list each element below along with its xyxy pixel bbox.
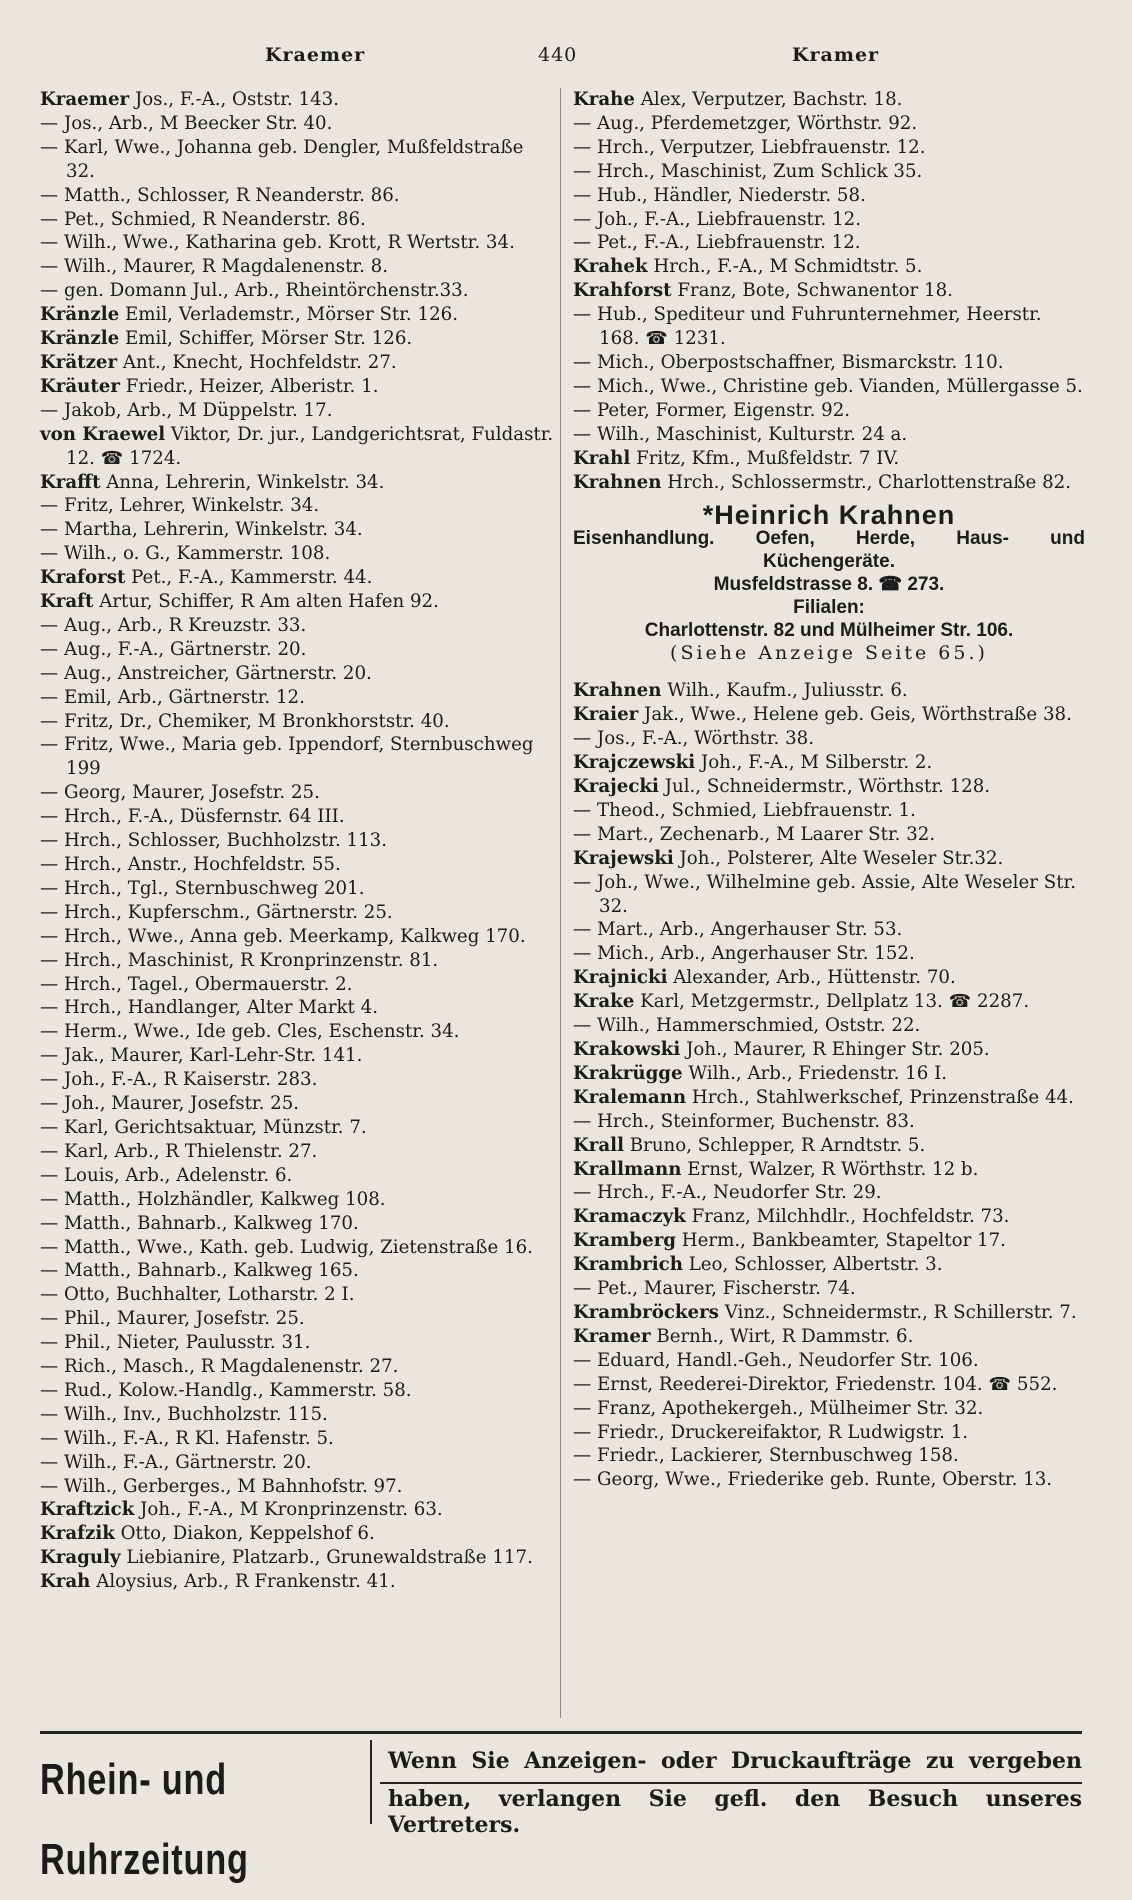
directory-entry [40, 996, 555, 1020]
entry-details: — Wilh., F.-A., Gärtnerstr. 20. [40, 1451, 312, 1473]
directory-entry [573, 1181, 1085, 1205]
directory-entry [573, 1158, 1085, 1182]
directory-entry [573, 1110, 1085, 1134]
directory-entry [573, 823, 1085, 847]
directory-entry [40, 1355, 555, 1379]
entry-surname: Kraguly [40, 1547, 121, 1569]
directory-entry [573, 160, 1085, 184]
directory-entry [40, 1522, 555, 1546]
entry-details: — Friedr., Druckereifaktor, R Ludwigstr. 1. [573, 1421, 969, 1443]
entry-details: — Louis, Arb., Adelenstr. 6. [40, 1164, 293, 1186]
entry-surname: Kraftzick [40, 1499, 135, 1521]
entry-surname: Kraemer [40, 89, 130, 110]
entry-details: — Hrch., Wwe., Anna geb. Meerkamp, Kalkweg 170. [40, 925, 526, 947]
entry-surname: Krätzer [40, 351, 118, 373]
directory-entry [40, 566, 555, 590]
directory-entry [573, 351, 1085, 375]
header-left-keyword: Kraemer [265, 44, 366, 66]
entry-details: Otto, Diakon, Keppelshof 6. [114, 1523, 375, 1545]
directory-entry [40, 1092, 555, 1116]
directory-entry [40, 829, 555, 853]
directory-entry [573, 966, 1085, 990]
entry-surname: Krajewski [573, 847, 674, 869]
directory-entry [573, 399, 1085, 423]
entry-surname: Krahnen [573, 471, 662, 493]
directory-entry [573, 1421, 1085, 1445]
entry-details: — Mich., Wwe., Christine geb. Vianden, Müllergasse 5. [573, 375, 1083, 397]
directory-entry [40, 614, 555, 638]
directory-entry [573, 1277, 1085, 1301]
advert-line: Küchengeräte. [763, 551, 895, 573]
directory-entry [573, 1397, 1085, 1421]
entry-details: — Hrch., Maschinist, R Kronprinzenstr. 81. [40, 949, 439, 971]
entry-details: — Hrch., Handlanger, Alter Markt 4. [40, 997, 378, 1019]
entry-surname: Krambröckers [573, 1301, 719, 1323]
entry-details: Joh., F.-A., M Silberstr. 2. [695, 752, 933, 774]
entry-details: — Peter, Former, Eigenstr. 92. [573, 399, 851, 421]
directory-entry [573, 942, 1085, 966]
directory-entry [573, 1444, 1085, 1468]
directory-entry [573, 1468, 1085, 1492]
directory-entry [40, 877, 555, 901]
directory-entry [40, 1307, 555, 1331]
footer-text-line: haben, verlangen Sie gefl. den Besuch unseres Vertreters. [388, 1786, 1082, 1838]
directory-entry [40, 1116, 555, 1140]
directory-entry [40, 423, 555, 471]
directory-entry [573, 1086, 1085, 1110]
directory-entry [40, 375, 555, 399]
directory-entry [573, 1349, 1085, 1373]
entry-details: Franz, Milchhdlr., Hochfeldstr. 73. [685, 1206, 1010, 1228]
directory-entry [40, 1068, 555, 1092]
entry-details: — Wilh., F.-A., R Kl. Hafenstr. 5. [40, 1427, 334, 1449]
entry-details: — Hrch., Tagel., Obermauerstr. 2. [40, 973, 353, 995]
entry-details: — Wilh., o. G., Kammerstr. 108. [40, 543, 331, 565]
directory-entry [573, 775, 1085, 799]
directory-entry [40, 1475, 555, 1499]
entry-details: — Hrch., Maschinist, Zum Schlick 35. [573, 160, 923, 182]
entry-details: Joh., Maurer, R Ehinger Str. 205. [680, 1039, 990, 1060]
entry-details: — Hrch., Kupferschm., Gärtnerstr. 25. [40, 901, 393, 923]
entry-details: Emil, Schiffer, Mörser Str. 126. [119, 328, 413, 350]
entry-details: — Ernst, Reederei-Direktor, Friedenstr. 104. ☎ 552. [573, 1373, 1058, 1395]
entry-details: — Hrch., F.-A., Neudorfer Str. 29. [573, 1182, 882, 1204]
entry-details: — Eduard, Handl.-Geh., Neudorfer Str. 106. [573, 1349, 979, 1371]
entry-details: Hrch., Stahlwerkschef, Prinzenstraße 44. [686, 1086, 1074, 1108]
entry-surname: Krahek [573, 256, 648, 278]
directory-entry [40, 1379, 555, 1403]
directory-entry [40, 1283, 555, 1307]
directory-entry [40, 925, 555, 949]
entry-details: Bernh., Wirt, R Dammstr. 6. [650, 1325, 914, 1347]
directory-entry [40, 1236, 555, 1260]
entry-surname: Krahforst [573, 280, 672, 302]
entry-surname: Kraier [573, 704, 639, 726]
entry-details: Jos., F.-A., Oststr. 143. [129, 89, 339, 110]
footer-advert [40, 1731, 1082, 1884]
entry-surname: Kralemann [573, 1086, 687, 1108]
footer-divider [370, 1740, 372, 1824]
entry-details: — Joh., Wwe., Wilhelmine geb. Assie, Alte Weseler Str. 32. [573, 871, 1076, 917]
column-divider [560, 88, 561, 1718]
entry-details: — Mart., Arb., Angerhauser Str. 53. [573, 919, 903, 941]
directory-entry [40, 1188, 555, 1212]
directory-entry [40, 1546, 555, 1570]
entry-surname: Kramer [573, 1325, 651, 1347]
entry-surname: Krajczewski [573, 752, 696, 774]
entry-surname: Krah [40, 1571, 91, 1593]
entry-surname: Krambrich [573, 1254, 683, 1276]
directory-entry [40, 1403, 555, 1427]
advert-address: Musfeldstrasse 8. ☎ 273. [713, 574, 945, 596]
directory-entry [40, 805, 555, 829]
entry-details: — Herm., Wwe., Ide geb. Cles, Eschenstr. 34. [40, 1021, 460, 1043]
entry-details: Leo, Schlosser, Albertstr. 3. [682, 1254, 943, 1276]
entry-details: Fritz, Kfm., Mußfeldstr. 7 IV. [630, 447, 900, 469]
directory-entry [40, 184, 555, 208]
entry-details: — Mart., Zechenarb., M Laarer Str. 32. [573, 823, 936, 845]
directory-entry [573, 255, 1085, 279]
entry-details: — Karl, Wwe., Johanna geb. Dengler, Mußfeldstraße 32. [40, 136, 524, 182]
entry-details: Aloysius, Arb., R Frankenstr. 41. [90, 1571, 396, 1593]
directory-entry [573, 88, 1085, 112]
directory-entry [40, 231, 555, 255]
directory-entry [40, 901, 555, 925]
directory-entry [40, 662, 555, 686]
entry-details: Alex, Verputzer, Bachstr. 18. [634, 89, 903, 110]
entry-details: — Pet., Schmied, R Neanderstr. 86. [40, 208, 366, 230]
directory-entry [573, 871, 1085, 919]
entry-details: — Friedr., Lackierer, Sternbuschweg 158. [573, 1445, 959, 1467]
directory-entry [40, 303, 555, 327]
entry-surname: Krajecki [573, 776, 659, 798]
entry-details: — Jakob, Arb., M Düppelstr. 17. [40, 399, 333, 421]
entry-surname: Krahe [573, 89, 635, 110]
entry-details: — Hrch., F.-A., Düsfernstr. 64 III. [40, 806, 345, 828]
entry-details: — Joh., Maurer, Josefstr. 25. [40, 1093, 300, 1115]
directory-entry [40, 327, 555, 351]
directory-entry [40, 208, 555, 232]
entry-details: — Hub., Spediteur und Fuhrunternehmer, Heerstr. 168. ☎ 1231. [573, 304, 1042, 350]
directory-entry [573, 799, 1085, 823]
directory-entry [40, 542, 555, 566]
directory-entry [573, 847, 1085, 871]
entry-details: Anna, Lehrerin, Winkelstr. 34. [100, 471, 385, 493]
footer-text-line: Wenn Sie Anzeigen- oder Druckaufträge zu vergeben [388, 1748, 1082, 1774]
entry-surname: Krall [573, 1134, 624, 1156]
advert-line: Filialen: [793, 597, 865, 619]
entry-details: — Matth., Wwe., Kath. geb. Ludwig, Zietenstraße 16. [40, 1236, 533, 1258]
directory-entry [40, 1212, 555, 1236]
entry-surname: Kraforst [40, 567, 126, 589]
entry-details: — Matth., Schlosser, R Neanderstr. 86. [40, 184, 400, 206]
directory-entry [573, 184, 1085, 208]
entry-details: Ant., Knecht, Hochfeldstr. 27. [117, 351, 397, 373]
right-column-entries-bottom [573, 679, 1085, 1492]
entry-details: — Franz, Apothekergeh., Mülheimer Str. 32. [573, 1397, 984, 1419]
entry-details: — Wilh., Maschinist, Kulturstr. 24 a. [573, 423, 908, 445]
entry-surname: Kränzle [40, 304, 120, 326]
directory-entry [573, 471, 1085, 495]
directory-entry [573, 423, 1085, 447]
entry-details: — Fritz, Wwe., Maria geb. Ippendorf, Sternbuschweg 199 [40, 734, 534, 780]
directory-entry [573, 231, 1085, 255]
entry-details: — Fritz, Dr., Chemiker, M Bronkhorststr. 40. [40, 710, 450, 732]
directory-entry [573, 679, 1085, 703]
entry-details: Jak., Wwe., Helene geb. Geis, Wörthstraße 38. [638, 704, 1072, 726]
entry-details: — Matth., Bahnarb., Kalkweg 170. [40, 1212, 359, 1234]
entry-details: — Pet., F.-A., Liebfrauenstr. 12. [573, 232, 861, 254]
directory-entry [573, 1014, 1085, 1038]
directory-entry [40, 638, 555, 662]
directory-entry [573, 1134, 1085, 1158]
entry-details: — Jos., Arb., M Beecker Str. 40. [40, 112, 333, 134]
entry-details: Karl, Metzgermstr., Dellplatz 13. ☎ 2287. [634, 991, 1030, 1013]
directory-entry [40, 1570, 555, 1594]
entry-surname: von Kraewel [40, 423, 166, 445]
entry-details: — Hrch., Anstr., Hochfeldstr. 55. [40, 854, 341, 875]
directory-entry [40, 710, 555, 734]
entry-details: — Georg, Maurer, Josefstr. 25. [40, 782, 320, 804]
entry-details: Franz, Bote, Schwanentor 18. [671, 280, 953, 302]
entry-details: — Phil., Nieter, Paulusstr. 31. [40, 1332, 311, 1354]
entry-surname: Kränzle [40, 328, 120, 350]
newspaper-logo: Rhein- und Ruhrzeitung [40, 1755, 249, 1884]
entry-details: Herm., Bankbeamter, Stapeltor 17. [676, 1230, 1006, 1252]
right-column [573, 88, 1085, 1492]
entry-details: Bruno, Schlepper, R Arndtstr. 5. [624, 1134, 926, 1156]
directory-entry [573, 1062, 1085, 1086]
entry-surname: Kramaczyk [573, 1206, 686, 1228]
directory-entry [40, 590, 555, 614]
entry-details: — Martha, Lehrerin, Winkelstr. 34. [40, 519, 363, 541]
entry-details: Jul., Schneidermstr., Wörthstr. 128. [658, 776, 991, 798]
entry-details: — Fritz, Lehrer, Winkelstr. 34. [40, 495, 320, 517]
entry-details: Joh., F.-A., M Kronprinzenstr. 63. [134, 1499, 443, 1521]
entry-details: — Jak., Maurer, Karl-Lehr-Str. 141. [40, 1045, 363, 1067]
entry-details: — Rud., Kolow.-Handlg., Kammerstr. 58. [40, 1379, 412, 1401]
directory-entry [40, 255, 555, 279]
entry-details: — Matth., Holzhändler, Kalkweg 108. [40, 1188, 386, 1210]
header-right-keyword: Kramer [792, 44, 880, 66]
directory-entry [40, 1331, 555, 1355]
entry-details: — Hrch., Tgl., Sternbuschweg 201. [40, 877, 365, 899]
entry-surname: Krahnen [573, 680, 662, 702]
directory-entry [40, 1451, 555, 1475]
entry-surname: Krake [573, 991, 635, 1013]
directory-entry [40, 733, 555, 781]
directory-entry [40, 853, 555, 877]
left-column [40, 88, 555, 1594]
directory-entry [40, 351, 555, 375]
directory-entry [40, 1498, 555, 1522]
entry-surname: Krahl [573, 447, 631, 469]
entry-details: — Aug., Pferdemetzger, Wörthstr. 92. [573, 112, 918, 134]
entry-details: Wilh., Arb., Friedenstr. 16 I. [682, 1062, 948, 1084]
entry-details: — Mich., Oberpostschaffner, Bismarckstr. 110. [573, 351, 1004, 373]
right-column-entries-top [573, 88, 1085, 494]
entry-details: Pet., F.-A., Kammerstr. 44. [125, 567, 373, 589]
directory-entry [40, 1164, 555, 1188]
directory-entry [40, 518, 555, 542]
directory-entry [40, 949, 555, 973]
entry-details: Artur, Schiffer, R Am alten Hafen 92. [93, 591, 439, 613]
entry-details: Liebianire, Platzarb., Grunewaldstraße 117. [120, 1547, 533, 1569]
entry-details: — Wilh., Hammerschmied, Oststr. 22. [573, 1015, 921, 1037]
advert-line: Eisenhandlung. Oefen, Herde, Haus- und [573, 528, 1085, 550]
directory-entry [40, 1259, 555, 1283]
entry-details: — Phil., Maurer, Josefstr. 25. [40, 1308, 305, 1330]
entry-details: Hrch., F.-A., M Schmidtstr. 5. [647, 256, 923, 278]
entry-details: Emil, Verlademstr., Mörser Str. 126. [119, 304, 458, 326]
directory-entry [573, 208, 1085, 232]
entry-surname: Kräuter [40, 375, 120, 397]
directory-entry [573, 918, 1085, 942]
entry-details: Ernst, Walzer, R Wörthstr. 12 b. [681, 1158, 979, 1180]
directory-entry [40, 781, 555, 805]
entry-surname: Krakrügge [573, 1062, 683, 1084]
entry-surname: Krajnicki [573, 967, 668, 989]
entry-details: — Aug., Arb., R Kreuzstr. 33. [40, 614, 307, 636]
entry-surname: Krallmann [573, 1158, 682, 1180]
directory-entry [573, 375, 1085, 399]
entry-details: — Wilh., Maurer, R Magdalenenstr. 8. [40, 256, 389, 278]
entry-details: — Joh., F.-A., Liebfrauenstr. 12. [573, 208, 862, 230]
entry-details: Joh., Polsterer, Alte Weseler Str.32. [673, 847, 1004, 869]
entry-surname: Kraft [40, 591, 94, 613]
entry-details: — Hub., Händler, Niederstr. 58. [573, 184, 866, 206]
entry-details: — Hrch., Verputzer, Liebfrauenstr. 12. [573, 136, 926, 158]
directory-entry [573, 1229, 1085, 1253]
directory-entry [573, 1205, 1085, 1229]
entry-details: — Otto, Buchhalter, Lotharstr. 2 I. [40, 1284, 355, 1306]
entry-details: Friedr., Heizer, Alberistr. 1. [119, 375, 379, 397]
directory-entry [40, 88, 555, 112]
footer-rule [380, 1782, 1082, 1784]
directory-entry [40, 973, 555, 997]
directory-entry [573, 279, 1085, 303]
directory-entry [40, 471, 555, 495]
entry-surname: Krafzik [40, 1523, 115, 1545]
entry-details: — Wilh., Inv., Buchholzstr. 115. [40, 1403, 328, 1425]
directory-entry [573, 1373, 1085, 1397]
directory-entry [573, 727, 1085, 751]
directory-entry [40, 112, 555, 136]
entry-details: — gen. Domann Jul., Arb., Rheintörchenstr.33. [40, 280, 469, 302]
page-number: 440 [538, 44, 578, 66]
directory-entry [573, 1038, 1085, 1062]
directory-entry [40, 494, 555, 518]
entry-surname: Kramberg [573, 1230, 677, 1252]
entry-details: — Aug., F.-A., Gärtnerstr. 20. [40, 638, 307, 660]
entry-details: — Theod., Schmied, Liebfrauenstr. 1. [573, 799, 916, 821]
entry-surname: Krafft [40, 471, 101, 493]
directory-entry [573, 1325, 1085, 1349]
entry-details: — Matth., Bahnarb., Kalkweg 165. [40, 1260, 359, 1282]
directory-entry [573, 990, 1085, 1014]
entry-details: — Wilh., Wwe., Katharina geb. Krott, R Wertstr. 34. [40, 232, 515, 254]
directory-entry [40, 1140, 555, 1164]
directory-entry [573, 136, 1085, 160]
directory-entry [573, 303, 1085, 351]
advert-name: *Heinrich Krahnen [702, 500, 956, 531]
entry-details: — Georg, Wwe., Friederike geb. Runte, Oberstr. 13. [573, 1469, 1053, 1491]
advert-heinrich-krahnen [573, 500, 1085, 665]
directory-entry [573, 1253, 1085, 1277]
entry-surname: Krakowski [573, 1039, 681, 1060]
entry-details: — Hrch., Steinformer, Buchenstr. 83. [573, 1110, 915, 1132]
entry-details: Vinz., Schneidermstr., R Schillerstr. 7. [718, 1301, 1077, 1323]
directory-entry [573, 112, 1085, 136]
entry-details: — Aug., Anstreicher, Gärtnerstr. 20. [40, 662, 372, 684]
directory-entry [40, 136, 555, 184]
entry-details: — Mich., Arb., Angerhauser Str. 152. [573, 943, 915, 965]
entry-details: — Rich., Masch., R Magdalenenstr. 27. [40, 1356, 399, 1378]
entry-details: Hrch., Schlossermstr., Charlottenstraße 82. [661, 471, 1072, 493]
directory-entry [40, 686, 555, 710]
entry-details: — Emil, Arb., Gärtnerstr. 12. [40, 686, 305, 708]
directory-entry [573, 447, 1085, 471]
entry-details: — Pet., Maurer, Fischerstr. 74. [573, 1278, 856, 1300]
directory-entry [40, 279, 555, 303]
advert-branches: Charlottenstr. 82 und Mülheimer Str. 106. [644, 620, 1014, 642]
entry-details: — Karl, Arb., R Thielenstr. 27. [40, 1140, 318, 1162]
directory-entry [40, 1020, 555, 1044]
entry-details: — Wilh., Gerberges., M Bahnhofstr. 97. [40, 1475, 403, 1497]
entry-details: — Joh., F.-A., R Kaiserstr. 283. [40, 1069, 318, 1091]
advert-note: (Siehe Anzeige Seite 65.) [670, 642, 988, 665]
directory-entry [573, 751, 1085, 775]
entry-details: — Jos., F.-A., Wörthstr. 38. [573, 728, 815, 750]
directory-entry [40, 1044, 555, 1068]
page-header [40, 44, 1092, 78]
directory-entry [573, 1301, 1085, 1325]
directory-entry [40, 1427, 555, 1451]
entry-details: Alexander, Arb., Hüttenstr. 70. [667, 967, 956, 989]
entry-details: — Hrch., Schlosser, Buchholzstr. 113. [40, 830, 388, 852]
entry-details: — Karl, Gerichtsaktuar, Münzstr. 7. [40, 1116, 367, 1138]
directory-entry [573, 703, 1085, 727]
entry-details: Viktor, Dr. jur., Landgerichtsrat, Fuldastr. 12. ☎ 1724. [66, 423, 554, 469]
directory-entry [40, 399, 555, 423]
entry-details: Wilh., Kaufm., Juliusstr. 6. [661, 680, 908, 702]
